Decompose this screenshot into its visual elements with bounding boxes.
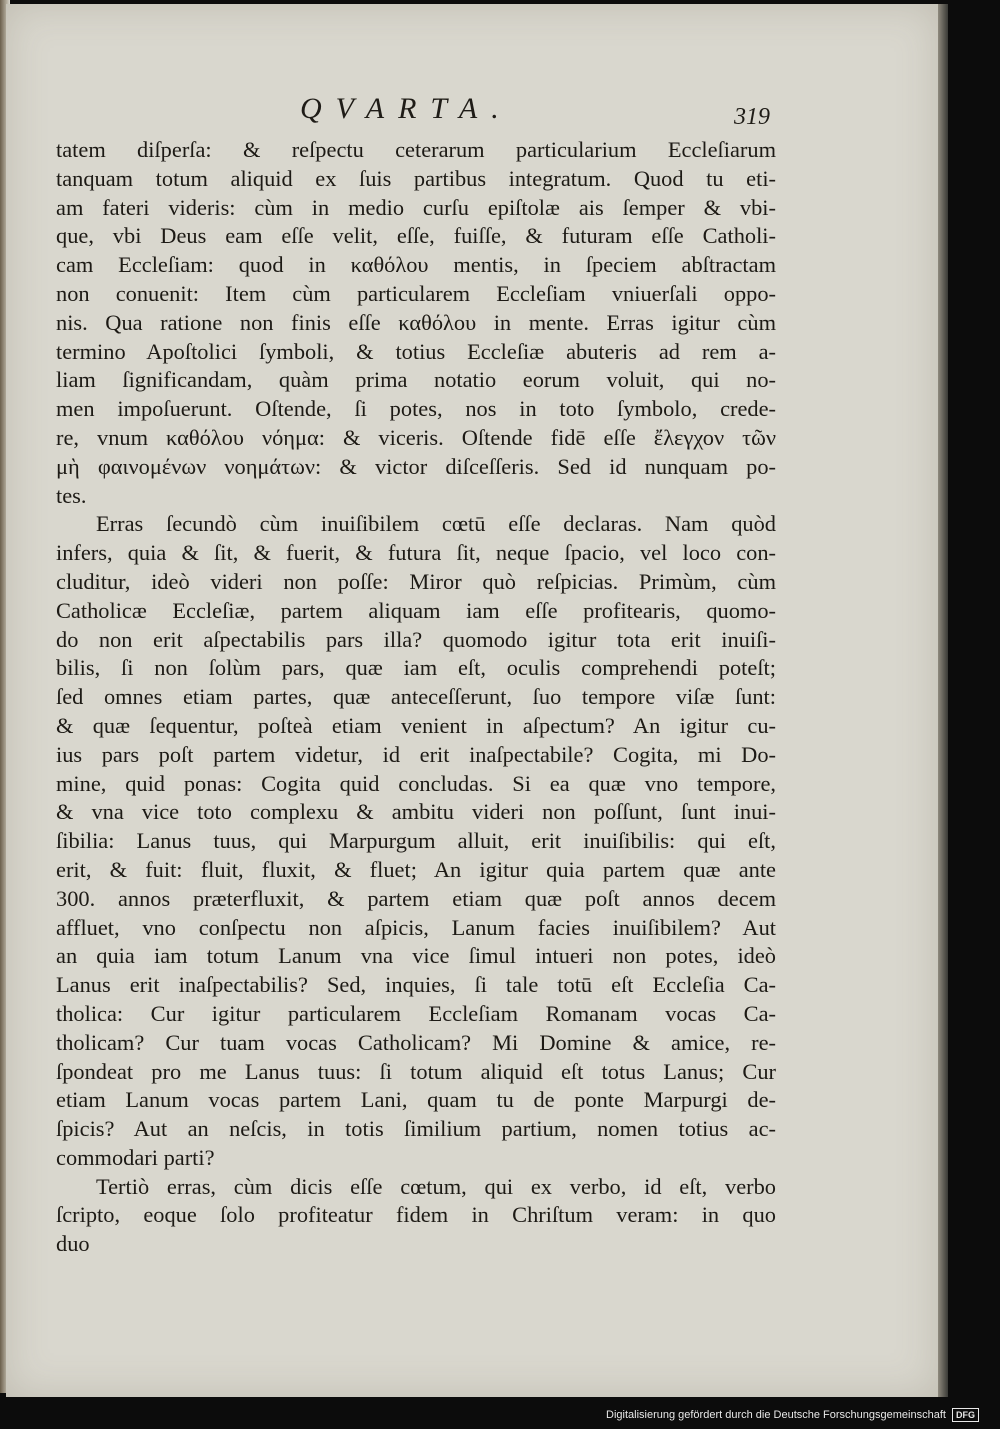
text-line: cam Eccleſiam: quod in καθόλου mentis, in ſpeciem abſtractam — [56, 252, 776, 278]
text-line: μὴ φαινομένων νοημάτων: & victor diſceſſeris. Sed id nunquam po- — [56, 453, 776, 479]
digitization-credit — [606, 1407, 996, 1423]
text-line: ſpondeat pro me Lanus tuus: ſi totum aliquid eſt totus Lanus; Cur — [56, 1058, 776, 1084]
text-line: bilis, ſi non ſolùm pars, quæ iam eſt, oculis comprehendi poteſt; — [56, 655, 776, 681]
text-line: Erras ſecundò cùm inuiſibilem cœtū eſſe declaras. Nam quòd — [96, 511, 776, 537]
text-line: men impoſuerunt. Oſtende, ſi potes, nos in toto ſymbolo, crede- — [56, 396, 776, 422]
text-line: an quia iam totum Lanum vna vice ſimul intueri non potes, ideò — [56, 943, 776, 969]
credit-text: Digitalisierung gefördert durch die Deutsche Forschungsgemeinschaft — [606, 1409, 946, 1421]
text-line: tes. — [56, 482, 87, 508]
text-line: Tertiò erras, cùm dicis eſſe cœtum, qui ex verbo, id eſt, verbo — [96, 1173, 776, 1199]
body-text — [56, 136, 776, 1259]
text-line: ius pars poſt partem videtur, id erit inaſpectabile? Cogita, mi Do- — [56, 741, 776, 767]
text-line: tholicam? Cur tuam vocas Catholicam? Mi Domine & amice, re- — [56, 1029, 776, 1055]
text-line: do non erit aſpectabilis pars illa? quomodo igitur tota erit inuiſi- — [56, 626, 776, 652]
text-line: 300. annos præterfluxit, & partem etiam quæ poſt annos decem — [56, 885, 776, 911]
text-line: ſpicis? Aut an neſcis, in totis ſimilium partium, nomen totius ac- — [56, 1116, 776, 1142]
text-line: & quæ ſequentur, poſteà etiam venient in aſpectum? An igitur cu- — [56, 712, 776, 738]
text-line: ſibilia: Lanus tuus, qui Marpurgum alluit, erit inuiſibilis: qui eſt, — [56, 828, 776, 854]
text-line: Catholicæ Eccleſiæ, partem aliquam iam eſſe profitearis, quomo- — [56, 597, 776, 623]
text-line: ſed omnes etiam partes, quæ anteceſſerunt, ſuo tempore viſæ ſunt: — [56, 684, 776, 710]
text-line: tatem diſperſa: & reſpectu ceterarum particularium Eccleſiarum — [56, 137, 776, 162]
text-line: re, vnum καθόλου νόημα: & viceris. Oſtende fidē eſſe ἔλεγχον τῶν — [56, 424, 776, 450]
text-line: termino Apoſtolici ſymboli, & totius Eccleſiæ abuteris ad rem a- — [56, 338, 776, 364]
page-number: 319 — [734, 104, 770, 130]
text-line: etiam Lanum vocas partem Lani, quam tu de ponte Marpurgi de- — [56, 1087, 776, 1113]
text-line: ſcripto, eoque ſolo profiteatur fidem in Chriſtum veram: in quo — [56, 1202, 776, 1228]
text-line: nis. Qua ratione non finis eſſe καθόλου in mente. Erras igitur cùm — [56, 309, 776, 335]
text-line: erit, & fuit: fluit, fluxit, & fluet; An igitur quia partem quæ ante — [56, 856, 776, 882]
running-title: QVARTA. — [300, 92, 513, 125]
text-line: mine, quid ponas: Cogita quid concludas. Si ea quæ vno tempore, — [56, 770, 776, 796]
catchword: duo — [56, 1231, 90, 1257]
text-line: infers, quia & ſit, & fuerit, & futura ſit, neque ſpacio, vel loco con- — [56, 540, 776, 566]
text-line: non conuenit: Item cùm particularem Eccleſiam vniuerſali oppo- — [56, 280, 776, 306]
text-line: tanquam totum aliquid ex ſuis partibus integratum. Quod tu eti- — [56, 165, 776, 191]
text-line: affluet, vno conſpectu non aſpicis, Lanum facies inuiſibilem? Aut — [56, 914, 776, 940]
text-line: cluditur, ideò videri non poſſe: Miror quò reſpicias. Primùm, cùm — [56, 568, 776, 594]
text-line: que, vbi Deus eam eſſe velit, eſſe, fuiſſe, & futuram eſſe Catholi- — [56, 223, 776, 249]
text-line: & vna vice toto complexu & ambitu videri non poſſunt, ſunt inui- — [56, 799, 776, 825]
text-line: Lanus erit inaſpectabilis? Sed, inquies, ſi tale totū eſt Eccleſia Ca- — [56, 972, 776, 998]
text-line: liam ſignificandam, quàm prima notatio eorum voluit, qui no- — [56, 367, 776, 393]
dfg-logo-icon: DFG — [952, 1408, 979, 1422]
page-edge-shadow — [938, 4, 948, 1397]
text-line: tholica: Cur igitur particularem Eccleſiam Romanam vocas Ca- — [56, 1000, 776, 1026]
text-line: am fateri videris: cùm in medio curſu epiſtolæ ais ſemper & vbi- — [56, 194, 776, 220]
text-line: commodari parti? — [56, 1144, 215, 1170]
